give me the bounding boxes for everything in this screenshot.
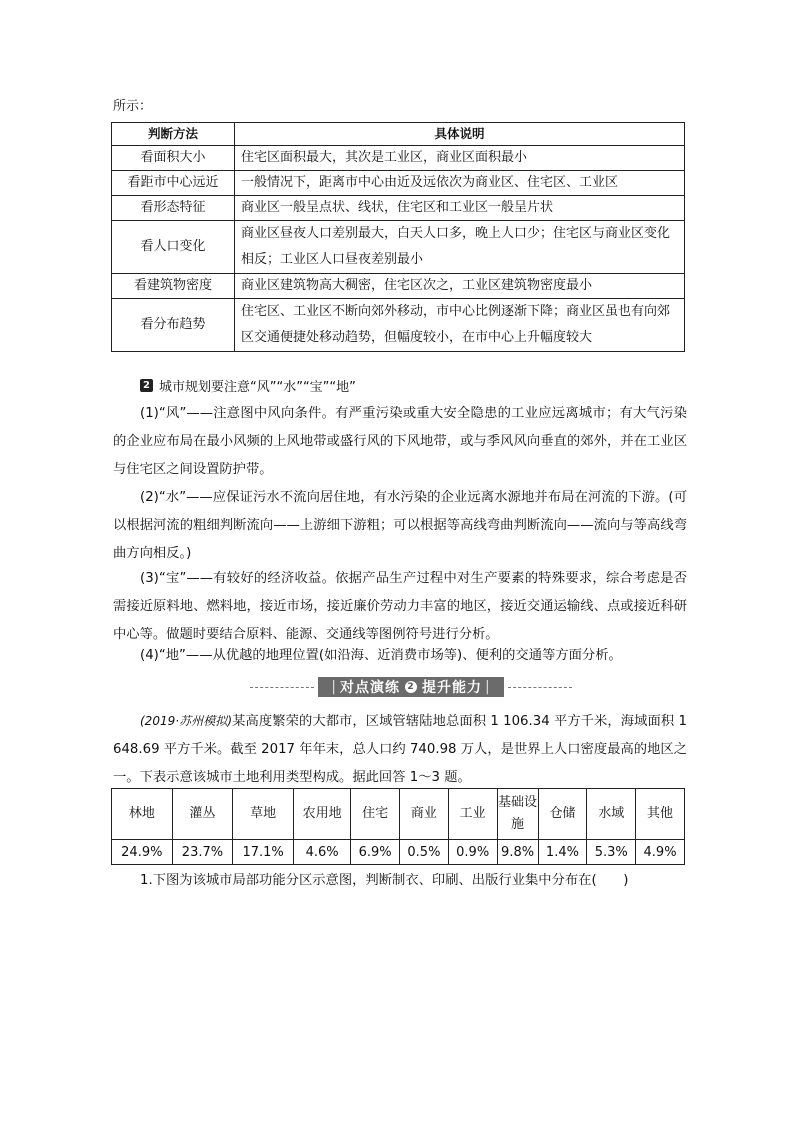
description-cell: 商业区建筑物高大稠密，住宅区次之，工业区建筑物密度最小 xyxy=(235,274,685,299)
banner-divider-left xyxy=(250,687,314,688)
paragraph-land: (4)“地”——从优越的地理位置(如沿海、近消费市场等)、便利的交通等方面分析。 xyxy=(140,648,622,663)
method-cell: 看形态特征 xyxy=(112,196,235,221)
method-cell: 看建筑物密度 xyxy=(112,274,235,299)
description-cell: 商业区昼夜人口差别最大，白天人口多，晚上人口少；住宅区与商业区变化相反；工业区人口昼夜差别最小 xyxy=(235,221,685,274)
land-share-value: 9.8% xyxy=(497,840,538,865)
land-type-header: 草地 xyxy=(233,789,294,840)
land-type-header: 基础设施 xyxy=(497,789,538,840)
description-cell: 住宅区面积最大，其次是工业区，商业区面积最小 xyxy=(235,146,685,171)
practice-banner xyxy=(250,677,572,697)
method-cell: 看距市中心远近 xyxy=(112,171,235,196)
land-share-value: 5.3% xyxy=(587,840,636,865)
land-share-value: 1.4% xyxy=(538,840,587,865)
method-cell: 看人口变化 xyxy=(112,221,235,274)
section-number-badge: 2 xyxy=(140,379,153,392)
land-use-value-row xyxy=(112,840,685,865)
banner-number-icon: 2 xyxy=(405,681,417,693)
section-heading xyxy=(140,376,356,395)
land-type-header: 住宅 xyxy=(351,789,400,840)
case-text: 某高度繁荣的大都市，区域管辖陆地总面积 1 106.34 平方千米，海域面积 1 648.69 平方千米。截至 2017 年年末，总人口约 740.98 万人，是世界上人口密度最高的地区之一。下表示意该城市土地利用类型构成。据此回答 1～3 题。 xyxy=(113,714,687,785)
table-row xyxy=(112,196,685,221)
case-paragraph xyxy=(113,707,687,792)
land-share-value: 24.9% xyxy=(112,840,173,865)
description-cell: 一般情况下，距离市中心由近及远依次为商业区、住宅区、工业区 xyxy=(235,171,685,196)
banner-label: | 对点演练 2 提升能力 | xyxy=(318,677,503,697)
land-use-header-row xyxy=(112,789,685,840)
land-type-header: 仓储 xyxy=(538,789,587,840)
table-row xyxy=(112,221,685,274)
land-type-header: 林地 xyxy=(112,789,173,840)
description-cell: 商业区一般呈点状、线状，住宅区和工业区一般呈片状 xyxy=(235,196,685,221)
land-type-header: 水域 xyxy=(587,789,636,840)
land-type-header: 其他 xyxy=(636,789,685,840)
paragraph-water: (2)“水”——应保证污水不流向居住地，有水污染的企业远离水源地并布局在河流的下游。(可以根据河流的粗细判断流向——上游细下游粗；可以根据等高线弯曲判断流向——流向与等高线弯曲方向相反。) xyxy=(113,490,687,561)
land-type-header: 商业 xyxy=(400,789,449,840)
land-share-value: 4.6% xyxy=(293,840,350,865)
table-row xyxy=(112,146,685,171)
land-type-header: 工业 xyxy=(448,789,497,840)
method-cell: 看面积大小 xyxy=(112,146,235,171)
land-share-value: 0.5% xyxy=(400,840,449,865)
method-cell: 看分布趋势 xyxy=(112,299,235,352)
table-row xyxy=(112,274,685,299)
land-share-value: 0.9% xyxy=(448,840,497,865)
land-use-table xyxy=(111,788,685,865)
description-cell: 住宅区、工业区不断向郊外移动，市中心比例逐渐下降；商业区虽也有向郊区交通便捷处移动趋势，但幅度较小，在市中心上升幅度较大 xyxy=(235,299,685,352)
judgment-method-table xyxy=(111,122,685,352)
header-method: 判断方法 xyxy=(112,123,235,146)
section-title: 城市规划要注意“风”“水”“宝”“地” xyxy=(159,380,356,395)
land-share-value: 4.9% xyxy=(636,840,685,865)
case-source: (2019·苏州模拟) xyxy=(140,714,233,728)
intro-text: 所示： xyxy=(113,99,153,114)
question-1: 1.下图为该城市局部功能分区示意图，判断制衣、印刷、出版行业集中分布在( ) xyxy=(140,873,629,888)
land-share-value: 6.9% xyxy=(351,840,400,865)
paragraph-wind: (1)“风”——注意图中风向条件。有严重污染或重大安全隐患的工业应远离城市；有大气污染的企业应布局在最小风频的上风地带或盛行风的下风地带，或与季风风向垂直的郊外，并在工业区与住宅区之间设置防护带。 xyxy=(113,406,687,477)
table-row xyxy=(112,299,685,352)
land-share-value: 17.1% xyxy=(233,840,294,865)
land-type-header: 农用地 xyxy=(293,789,350,840)
table-row xyxy=(112,171,685,196)
land-share-value: 23.7% xyxy=(172,840,233,865)
header-description: 具体说明 xyxy=(235,123,685,146)
table-header-row xyxy=(112,123,685,146)
banner-divider-right xyxy=(508,687,572,688)
land-type-header: 灌丛 xyxy=(172,789,233,840)
paragraph-treasure: (3)“宝”——有较好的经济收益。依据产品生产过程中对生产要素的特殊要求，综合考虑是否需接近原料地、燃料地，接近市场，接近廉价劳动力丰富的地区，接近交通运输线、点或接近科研中心等。做题时要结合原料、能源、交通线等图例符号进行分析。 xyxy=(113,571,687,642)
